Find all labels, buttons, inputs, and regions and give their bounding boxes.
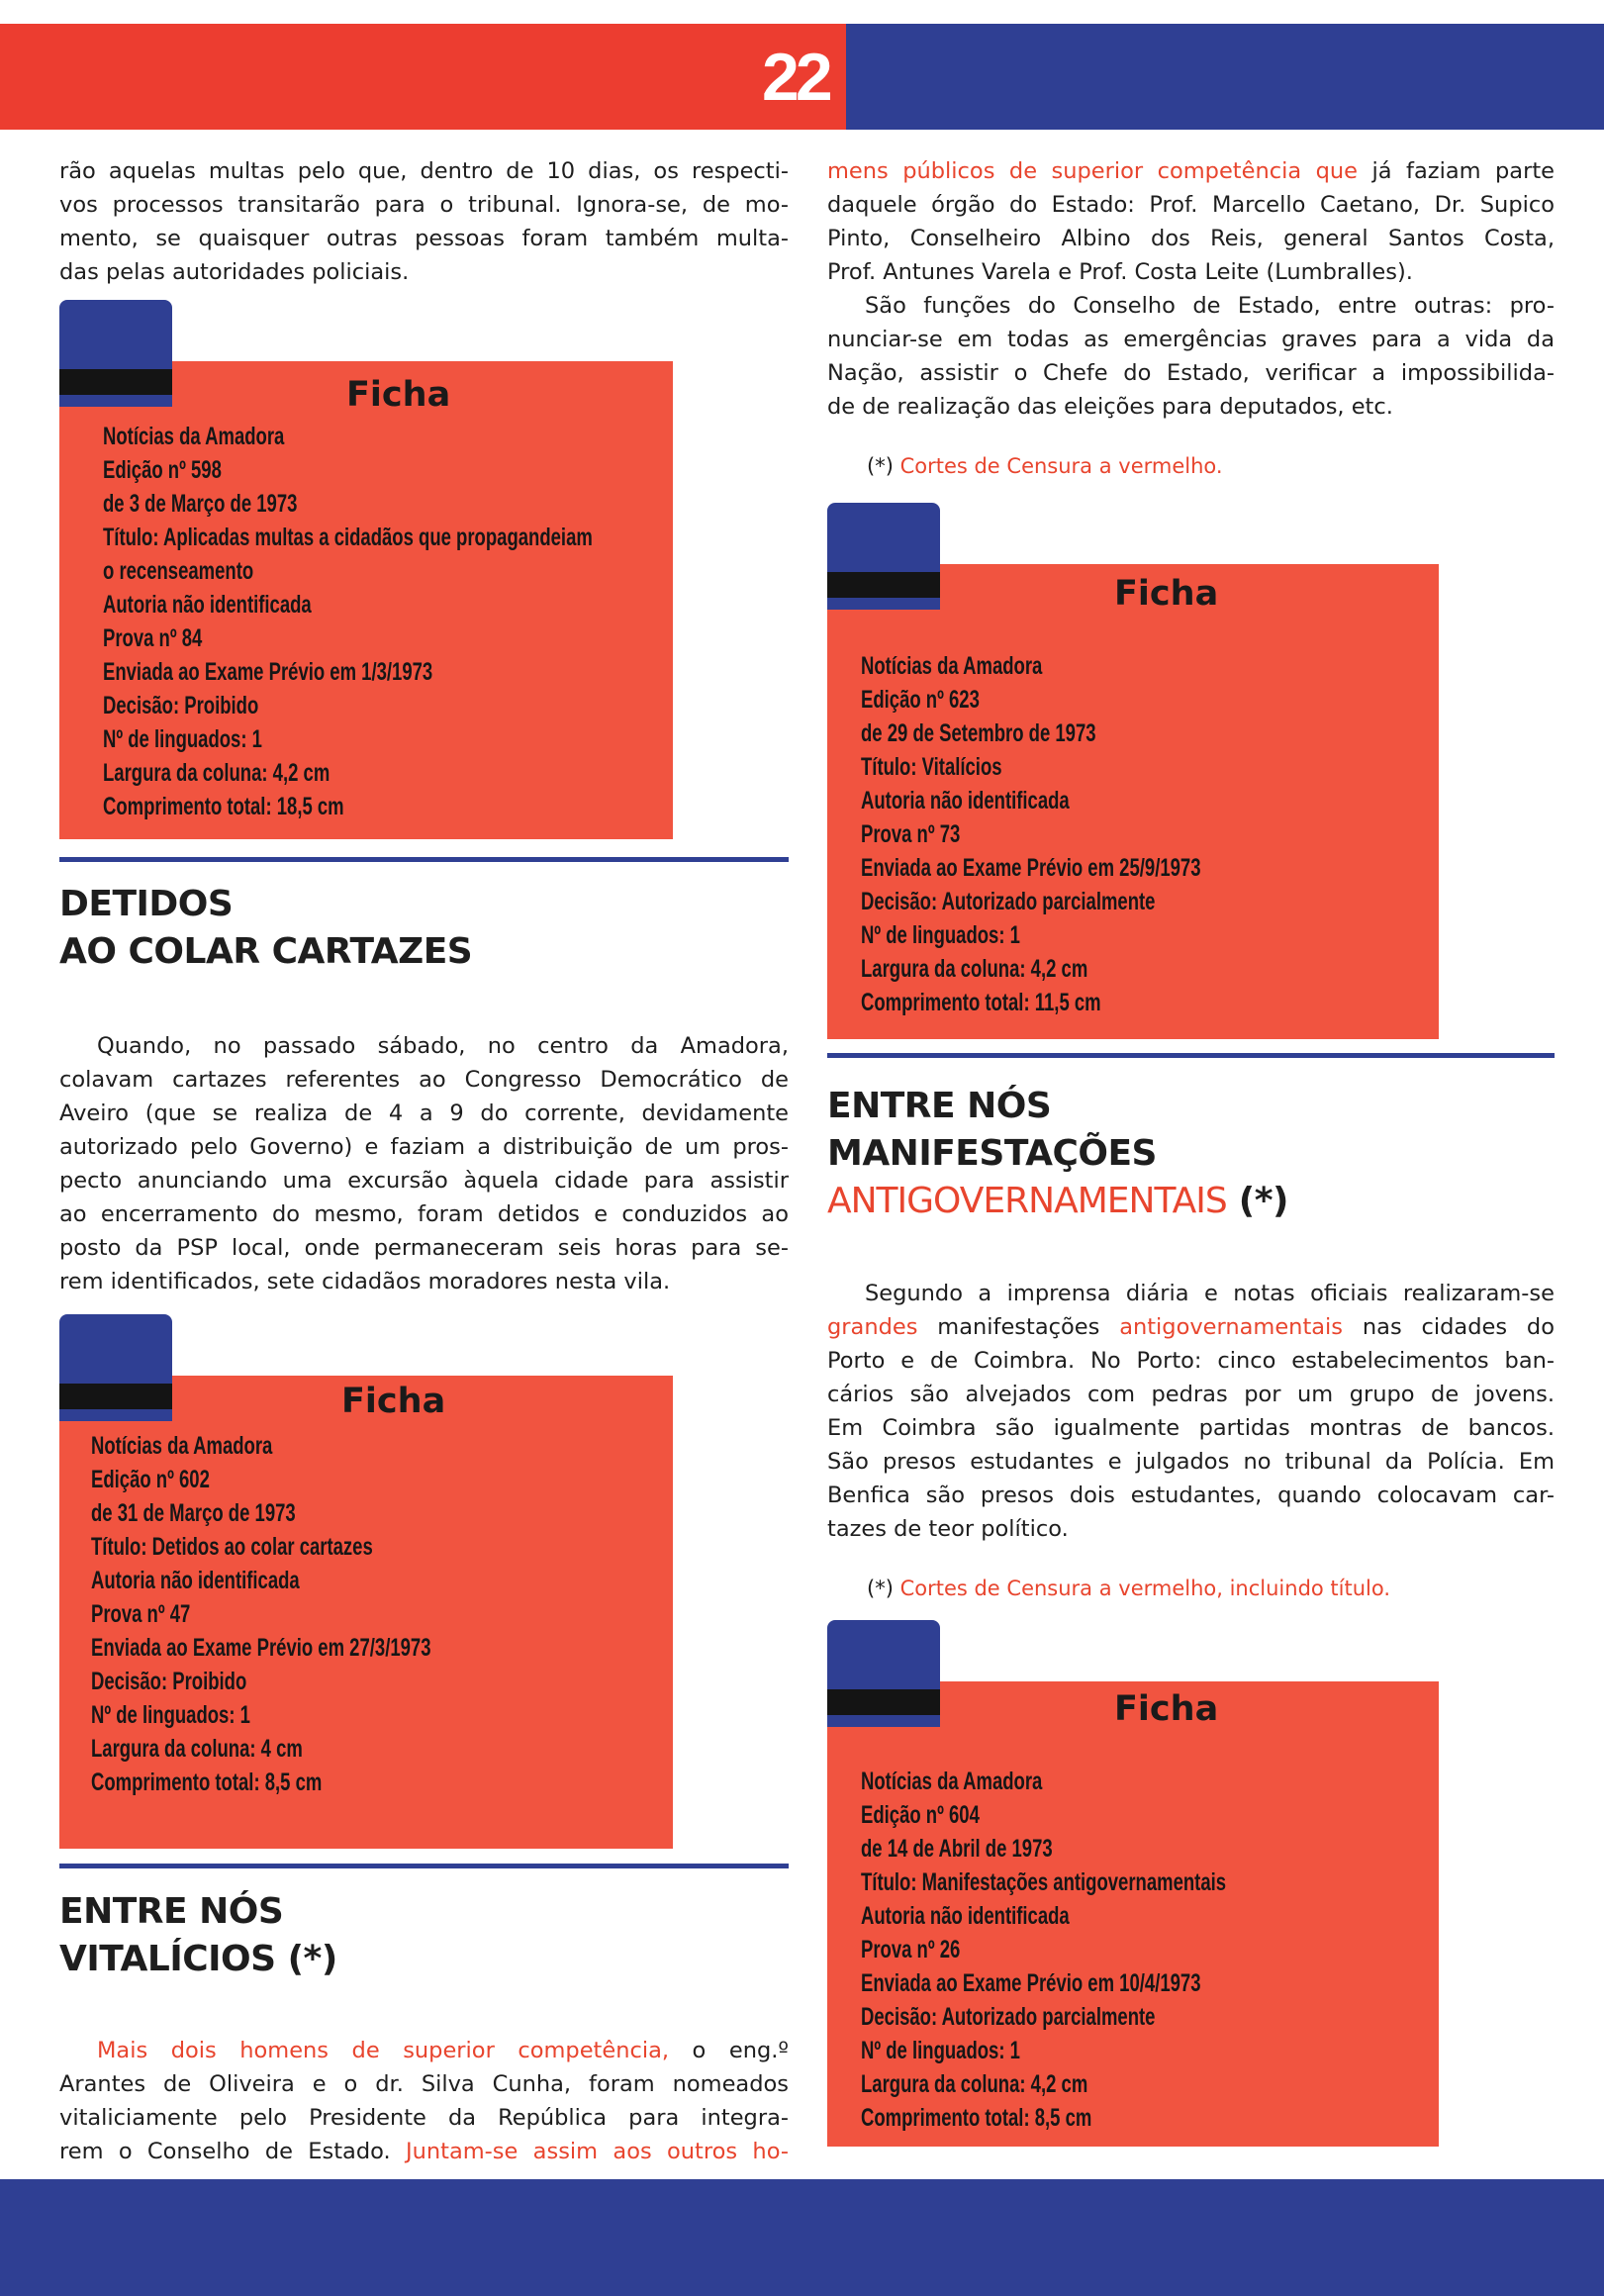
ficha-line: Nº de linguados: 1 (91, 1701, 250, 1729)
ficha-line: Comprimento total: 8,5 cm (861, 2104, 1092, 2132)
heading-line: MANIFESTAÇÕES (827, 1133, 1157, 1174)
ficha-line: Enviada ao Exame Prévio em 1/3/1973 (103, 658, 433, 686)
text-line: ao encerramento do mesmo, foram detidos e conduzidos ao (59, 1201, 789, 1227)
header-red-band (0, 24, 846, 130)
heading-line (827, 1178, 1288, 1225)
ficha-line: Título: Vitalícios (861, 753, 1002, 781)
censored-heading: ANTIGOVERNAMENTAIS (827, 1181, 1227, 1221)
censorship-note (867, 1574, 1390, 1603)
text-span: manifestações (917, 1314, 1120, 1340)
ficha-line: Nº de linguados: 1 (861, 2037, 1020, 2064)
ficha-card-604 (827, 1620, 1439, 2147)
ficha-line: Nº de linguados: 1 (861, 921, 1020, 949)
footer-blue-band (0, 2179, 1604, 2296)
text-line: colavam cartazes referentes ao Congresso Democrático de (59, 1067, 789, 1093)
ficha-line: Autoria não identificada (861, 1902, 1070, 1930)
ficha-title: Ficha (1114, 1689, 1219, 1729)
text-line: posto da PSP local, onde permaneceram seis horas para se- (59, 1235, 789, 1261)
note-marker: (*) (867, 1577, 900, 1600)
ficha-line: Prova nº 73 (861, 820, 961, 848)
ficha-line: Largura da coluna: 4 cm (91, 1735, 303, 1763)
ficha-tab-band (827, 572, 940, 598)
article-manifestacoes (827, 1277, 1555, 1546)
text-span: já faziam parte (1358, 158, 1555, 184)
ficha-line: Autoria não identificada (103, 591, 312, 619)
text-line: vos processos transitarão para o tribunal. Ignora-se, de mo- (59, 192, 789, 218)
ficha-line: de 29 de Setembro de 1973 (861, 719, 1096, 747)
ficha-line: Comprimento total: 8,5 cm (91, 1769, 323, 1796)
text-line: das pelas autoridades policiais. (59, 259, 410, 285)
ficha-line: Enviada ao Exame Prévio em 25/9/1973 (861, 854, 1201, 882)
text-line: vitaliciamente pelo Presidente da República para integra- (59, 2105, 789, 2131)
article-vitalicios-continued (827, 154, 1555, 424)
header-blue-band (846, 24, 1604, 130)
censored-text: Juntam-se assim aos outros ho- (390, 2139, 789, 2164)
ficha-line: Prova nº 47 (91, 1600, 191, 1628)
ficha-line: Título: Aplicadas multas a cidadãos que propagandeiam (103, 524, 593, 551)
text-line: daquele órgão do Estado: Prof. Marcello Caetano, Dr. Supico (827, 192, 1555, 218)
ficha-card-623 (827, 503, 1439, 1039)
ficha-line: Nº de linguados: 1 (103, 725, 262, 753)
ficha-details (861, 649, 1200, 1019)
heading-line: DETIDOS (59, 884, 234, 924)
text-line: Aveiro (que se realiza de 4 a 9 do corrente, devidamente (59, 1100, 789, 1126)
ficha-line: Edição nº 602 (91, 1466, 210, 1493)
text-line: de de realização das eleições para deputados, etc. (827, 394, 1393, 420)
ficha-line: Enviada ao Exame Prévio em 27/3/1973 (91, 1634, 431, 1662)
ficha-line: Notícias da Amadora (861, 1768, 1043, 1795)
text-line: Segundo a imprensa diária e notas oficiais realizaram-se (865, 1281, 1555, 1306)
censorship-note (867, 451, 1223, 481)
text-line (827, 1310, 1555, 1344)
note-text: Cortes de Censura a vermelho, incluindo título. (899, 1577, 1391, 1600)
ficha-card-598 (59, 300, 673, 839)
ficha-line: de 3 de Março de 1973 (103, 490, 298, 518)
text-line: cários são alvejados com pedras por um grupo de jovens. (827, 1382, 1555, 1407)
text-line: Nação, assistir o Chefe do Estado, verificar a impossibilida- (827, 360, 1555, 386)
heading-line: AO COLAR CARTAZES (59, 931, 473, 972)
text-span: o eng.º (669, 2038, 789, 2063)
text-span: rem o Conselho de Estado. (59, 2139, 391, 2164)
ficha-details (861, 1765, 1226, 2135)
text-line: mento, se quaisquer outras pessoas foram também multa- (59, 226, 789, 251)
ficha-line: Prova nº 26 (861, 1936, 961, 1963)
text-span: nas cidades do (1343, 1314, 1555, 1340)
ficha-tab-band (59, 1384, 172, 1409)
text-line (59, 2135, 789, 2168)
censored-text: mens públicos de superior competência que (827, 158, 1359, 184)
ficha-line: Decisão: Proibido (103, 692, 259, 719)
ficha-tab-band (827, 1689, 940, 1715)
article-vitalicios (59, 2034, 789, 2168)
ficha-line: Título: Manifestações antigovernamentais (861, 1868, 1227, 1896)
text-line: Quando, no passado sábado, no centro da Amadora, (97, 1033, 789, 1059)
text-line: São presos estudantes e julgados no tribunal da Polícia. Em (827, 1449, 1555, 1475)
ficha-line: Título: Detidos ao colar cartazes (91, 1533, 373, 1561)
ficha-line: Decisão: Autorizado parcialmente (861, 2003, 1156, 2031)
section-heading-vitalicios (59, 1888, 337, 1983)
section-divider (59, 857, 789, 862)
ficha-line: Notícias da Amadora (91, 1432, 273, 1460)
heading-span: (*) (1226, 1181, 1288, 1221)
ficha-details (103, 420, 593, 823)
ficha-line: Edição nº 604 (861, 1801, 980, 1829)
section-divider (827, 1053, 1555, 1058)
text-line: rão aquelas multas pelo que, dentro de 10 dias, os respecti- (59, 158, 789, 184)
ficha-line: Edição nº 623 (861, 686, 980, 714)
ficha-card-602 (59, 1314, 673, 1849)
text-line (59, 2034, 789, 2067)
section-divider (59, 1864, 789, 1868)
ficha-line: Decisão: Autorizado parcialmente (861, 888, 1156, 915)
ficha-tab-band (59, 369, 172, 395)
text-line: São funções do Conselho de Estado, entre outras: pro- (865, 293, 1555, 319)
text-line: Benfica são presos dois estudantes, quando colocavam car- (827, 1483, 1555, 1508)
text-line: nunciar-se em todas as emergências graves para a vida da (827, 327, 1555, 352)
text-line: autorizado pelo Governo) e faziam a distribuição de um pros- (59, 1134, 789, 1160)
text-line: tazes de teor político. (827, 1516, 1069, 1542)
ficha-details (91, 1429, 430, 1799)
ficha-line: Notícias da Amadora (103, 423, 285, 450)
section-heading-detidos (59, 881, 472, 976)
ficha-line: Largura da coluna: 4,2 cm (103, 759, 330, 787)
censored-text: Mais dois homens de superior competência, (97, 2038, 670, 2063)
heading-line: ENTRE NÓS (59, 1891, 284, 1932)
heading-line: ENTRE NÓS (827, 1086, 1052, 1126)
ficha-line: Largura da coluna: 4,2 cm (861, 955, 1088, 983)
heading-line: VITALÍCIOS (*) (59, 1939, 337, 1979)
censored-text: antigovernamentais (1119, 1314, 1344, 1340)
article-detidos (59, 1029, 789, 1298)
ficha-line: o recenseamento (103, 557, 254, 585)
ficha-line: Autoria não identificada (91, 1567, 300, 1594)
ficha-line: de 14 de Abril de 1973 (861, 1835, 1053, 1863)
censored-text: grandes (827, 1314, 918, 1340)
text-line: Porto e de Coimbra. No Porto: cinco estabelecimentos ban- (827, 1348, 1555, 1374)
ficha-title: Ficha (346, 375, 451, 415)
ficha-line: de 31 de Março de 1973 (91, 1499, 296, 1527)
ficha-line: Edição nº 598 (103, 456, 222, 484)
section-heading-manifestacoes (827, 1083, 1288, 1225)
ficha-line: Comprimento total: 11,5 cm (861, 989, 1101, 1016)
ficha-line: Prova nº 84 (103, 624, 203, 652)
text-line: Em Coimbra são igualmente partidas montras de bancos. (827, 1415, 1555, 1441)
text-line: Arantes de Oliveira e o dr. Silva Cunha, foram nomeados (59, 2071, 789, 2097)
ficha-line: Autoria não identificada (861, 787, 1070, 814)
note-text: Cortes de Censura a vermelho. (899, 454, 1223, 478)
text-line: Prof. Antunes Varela e Prof. Costa Leite (Lumbralles). (827, 259, 1413, 285)
ficha-line: Largura da coluna: 4,2 cm (861, 2070, 1088, 2098)
text-line: Pinto, Conselheiro Albino dos Reis, general Santos Costa, (827, 226, 1555, 251)
ficha-line: Comprimento total: 18,5 cm (103, 793, 344, 820)
ficha-title: Ficha (1114, 574, 1219, 614)
text-line: rem identificados, sete cidadãos moradores nesta vila. (59, 1269, 671, 1294)
ficha-title: Ficha (341, 1382, 446, 1421)
ficha-line: Decisão: Proibido (91, 1668, 247, 1695)
text-line (827, 154, 1555, 188)
ficha-line: Enviada ao Exame Prévio em 10/4/1973 (861, 1969, 1201, 1997)
text-line: pecto anunciando uma excursão àquela cidade para assistir (59, 1168, 789, 1194)
ficha-line: Notícias da Amadora (861, 652, 1043, 680)
note-marker: (*) (867, 454, 900, 478)
intro-paragraph (59, 154, 789, 289)
page-number: 22 (762, 40, 829, 115)
